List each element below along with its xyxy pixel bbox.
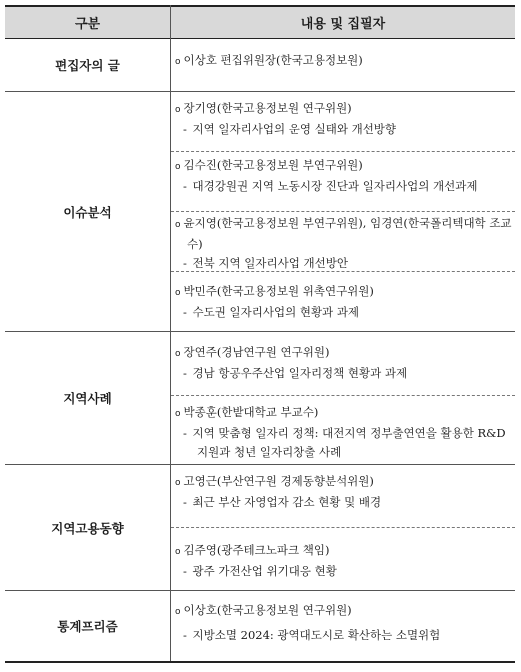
entry-stats-1 [175, 601, 515, 645]
header-category: 구분 [74, 17, 101, 32]
entry-divider [171, 527, 515, 528]
entry-title: 수도권 일자리사업의 현황과 과제 [192, 305, 360, 319]
entry-title: 전북 지역 일자리사업 개선방안 [192, 256, 348, 270]
category-issue-analysis: 이슈분석 [63, 204, 112, 220]
bullet-icon: o [175, 220, 181, 230]
entry-trend-2 [175, 541, 515, 581]
entry-author: 박종훈(한밭대학교 부교수) [183, 405, 319, 419]
contents-table [5, 5, 515, 663]
entry-author: 고영근(부산연구원 경제동향분석위원) [183, 474, 374, 488]
entry-author: 김주영(광주테크노파크 책임) [183, 543, 330, 557]
bullet-icon: o [175, 547, 181, 557]
bullet-icon: o [175, 288, 181, 298]
bullet-icon: o [175, 607, 181, 617]
dash-icon: - [183, 495, 187, 509]
category-editor-note: 편집자의 글 [55, 58, 120, 73]
entry-author: 이상호 편집위원장(한국고용정보원) [183, 53, 363, 67]
bullet-icon: o [175, 409, 181, 419]
entry-issue-1 [175, 99, 515, 139]
table-header [5, 5, 515, 39]
column-divider [170, 5, 171, 663]
entry-author: 김수진(한국고용정보원 부연구위원) [183, 158, 363, 172]
entry-author: 장연주(경남연구원 연구위원) [183, 345, 330, 359]
category-regional-employment: 지역고용동향 [51, 520, 124, 536]
header-contents: 내용 및 집필자 [300, 17, 386, 32]
bullet-icon: o [175, 478, 181, 488]
entry-title: 대경강원권 지역 노동시장 진단과 일자리사업의 개선과제 [192, 179, 478, 193]
entry-title: 지방소멸 2024: 광역대도시로 확산하는 소멸위험 [192, 628, 441, 642]
entry-issue-3 [175, 214, 515, 273]
entry-issue-2 [175, 156, 515, 196]
bullet-icon: o [175, 105, 181, 115]
entry-title: 경남 항공우주산업 일자리정책 현황과 과제 [192, 366, 408, 380]
entry-divider [171, 395, 515, 396]
dash-icon: - [183, 564, 187, 578]
category-regional-cases: 지역사례 [63, 391, 112, 406]
dash-icon: - [183, 122, 187, 136]
entry-author: 박민주(한국고용정보원 위촉연구위원) [183, 284, 374, 298]
table-bottom-border [5, 661, 515, 663]
entry-title: 최근 부산 자영업자 감소 현황 및 배경 [192, 495, 382, 509]
entry-author: 장기영(한국고용정보원 연구위원) [183, 101, 352, 115]
dash-icon: - [183, 305, 187, 319]
entry-case-2 [175, 403, 515, 462]
bullet-icon: o [175, 349, 181, 359]
entry-case-1 [175, 343, 515, 383]
dash-icon: - [183, 426, 187, 440]
entry-title: 광주 가전산업 위기대응 현황 [192, 564, 337, 578]
category-stats-prism: 통계프리즘 [57, 619, 118, 634]
entry-author: 윤지영(한국고용정보원 부연구위원), 임경연(한국폴리텍대학 조교수) [183, 216, 512, 251]
dash-icon: - [183, 628, 187, 642]
bullet-icon: o [175, 162, 181, 172]
entry-title: 지역 맞춤형 일자리 정책: 대전지역 정부출연연을 활용한 R&D 지원과 청년 일자리창출 사례 [192, 426, 506, 459]
entry-divider [171, 151, 515, 152]
entry-divider [171, 211, 515, 212]
entry-editor [175, 51, 515, 72]
bullet-icon: o [175, 57, 181, 67]
entry-issue-4 [175, 282, 515, 322]
dash-icon: - [183, 179, 187, 193]
dash-icon: - [183, 366, 187, 380]
entry-author: 이상호(한국고용정보원 연구위원) [183, 603, 352, 617]
dash-icon: - [183, 256, 187, 270]
entry-trend-1 [175, 472, 515, 512]
entry-title: 지역 일자리사업의 운영 실태와 개선방향 [192, 122, 397, 136]
